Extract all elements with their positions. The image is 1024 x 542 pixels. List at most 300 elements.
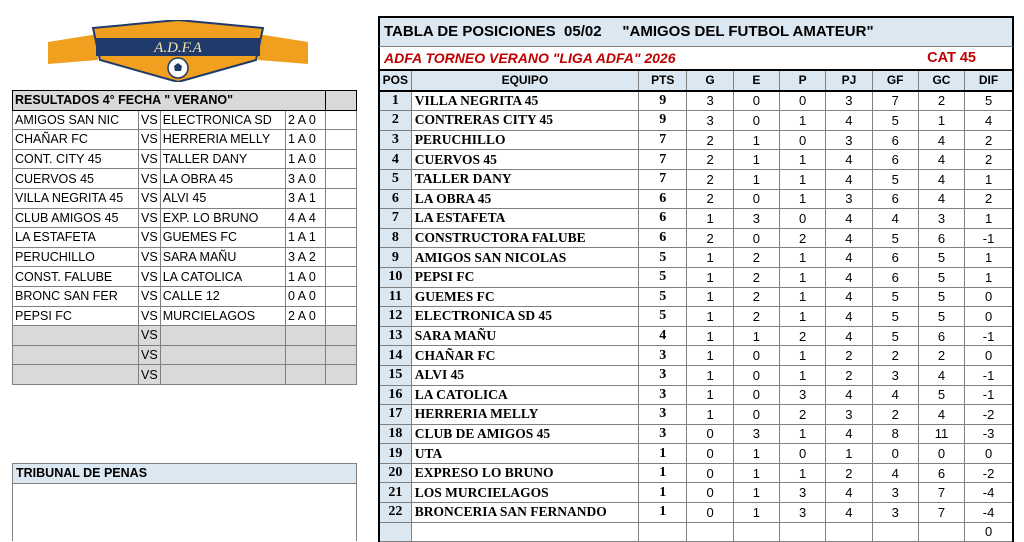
cell-played: 1 [826,444,872,464]
cell-team: PEPSI FC [411,267,638,287]
cell-goal-diff: 2 [965,150,1013,170]
cell-pos: 5 [379,169,411,189]
cell-pos: 20 [379,463,411,483]
cell-pos: 6 [379,189,411,209]
cell-goal-diff: -1 [965,365,1013,385]
match-row [13,130,357,150]
cell-pts: 3 [639,365,687,385]
standings-row [379,287,1013,307]
cell-goals-against: 4 [918,169,964,189]
cell-goals-for: 3 [872,483,918,503]
match-extra [325,228,356,248]
cell-drawn: 0 [733,228,779,248]
standings-row [379,444,1013,464]
cell-goals-against: 4 [918,130,964,150]
match-row [13,169,357,189]
cell-goal-diff: -1 [965,228,1013,248]
cell-lost: 2 [779,228,825,248]
cell-goals-against: 2 [918,91,964,111]
cell-lost: 2 [779,326,825,346]
cell-team: BRONCERIA SAN FERNANDO [411,503,638,523]
cell-won: 1 [687,287,733,307]
match-extra [325,326,356,346]
cell-won: 1 [687,346,733,366]
results-title: RESULTADOS 4° FECHA " VERANO" [13,91,326,111]
match-home [13,345,139,365]
standings-row [379,169,1013,189]
cell-goals-for: 6 [872,248,918,268]
cell-lost: 1 [779,248,825,268]
cell-goals-against: 5 [918,248,964,268]
cell-goals-against: 4 [918,150,964,170]
column-header-g: G [687,70,733,91]
cell-played: 4 [826,150,872,170]
match-row [13,306,357,326]
cell-won: 3 [687,111,733,131]
standings-row [379,405,1013,425]
cell-played: 3 [826,130,872,150]
match-score: 1 A 0 [285,149,325,169]
cell-pos: 1 [379,91,411,111]
cell-goals-for: 6 [872,150,918,170]
column-header-p: P [779,70,825,91]
cell-pos: 9 [379,248,411,268]
cell-drawn: 0 [733,365,779,385]
cell-goal-diff: -2 [965,405,1013,425]
cell-goal-diff: -4 [965,503,1013,523]
cell-goal-diff: -3 [965,424,1013,444]
cell-goals-for: 0 [872,444,918,464]
standings-row [379,267,1013,287]
cell-won [687,522,733,542]
cell-goals-against: 6 [918,463,964,483]
match-row [13,326,357,346]
match-home: LA ESTAFETA [13,228,139,248]
match-score: 3 A 1 [285,188,325,208]
cell-goals-for: 7 [872,91,918,111]
cell-pos: 22 [379,503,411,523]
cell-pts: 5 [639,248,687,268]
cell-pos: 17 [379,405,411,425]
standings-table [378,69,1014,542]
cell-goal-diff: 1 [965,267,1013,287]
match-score [285,365,325,385]
cell-goals-against: 4 [918,189,964,209]
cell-won: 0 [687,483,733,503]
cell-won: 1 [687,405,733,425]
cell-pos: 14 [379,346,411,366]
cell-goals-against: 5 [918,385,964,405]
cell-goal-diff: 0 [965,287,1013,307]
match-extra [325,365,356,385]
match-score [285,345,325,365]
match-vs: VS [139,247,161,267]
cell-goal-diff: 1 [965,209,1013,229]
cell-pos: 13 [379,326,411,346]
cell-lost: 1 [779,189,825,209]
cell-lost: 1 [779,169,825,189]
logo-left-wing [48,34,98,64]
match-away: ALVI 45 [160,188,285,208]
cell-pos: 19 [379,444,411,464]
standings-row [379,150,1013,170]
cell-goals-for: 6 [872,130,918,150]
match-away: ELECTRONICA SD [160,110,285,130]
cell-goal-diff: -2 [965,463,1013,483]
cell-pts [639,522,687,542]
cell-drawn: 1 [733,444,779,464]
cell-drawn: 3 [733,209,779,229]
cell-team: LA OBRA 45 [411,189,638,209]
cell-goals-for: 6 [872,189,918,209]
match-vs: VS [139,228,161,248]
match-row [13,149,357,169]
standings-header-row [379,70,1013,91]
cell-played: 3 [826,189,872,209]
cell-won: 2 [687,189,733,209]
cell-goal-diff: 2 [965,189,1013,209]
cell-goals-for: 5 [872,307,918,327]
cell-won: 1 [687,267,733,287]
cell-team: CHAÑAR FC [411,346,638,366]
cell-played: 4 [826,267,872,287]
match-home [13,326,139,346]
cell-drawn: 1 [733,483,779,503]
cell-goals-against [918,522,964,542]
cell-pts: 7 [639,169,687,189]
tribunal-panel [12,463,357,541]
cell-goals-against: 6 [918,228,964,248]
cell-lost: 1 [779,287,825,307]
cell-won: 0 [687,503,733,523]
cell-drawn: 0 [733,385,779,405]
match-row [13,188,357,208]
match-row [13,365,357,385]
cell-goal-diff: 0 [965,307,1013,327]
cell-lost: 0 [779,209,825,229]
cell-goals-for: 4 [872,463,918,483]
match-vs: VS [139,208,161,228]
cell-won: 0 [687,444,733,464]
cell-pts: 3 [639,405,687,425]
cell-team: ALVI 45 [411,365,638,385]
cell-goal-diff: -1 [965,385,1013,405]
cell-played: 4 [826,209,872,229]
cell-pts: 6 [639,209,687,229]
match-extra [325,247,356,267]
cell-lost: 0 [779,444,825,464]
cell-won: 3 [687,91,733,111]
cell-goals-against: 0 [918,444,964,464]
cell-pos: 18 [379,424,411,444]
cell-team: EXPRESO LO BRUNO [411,463,638,483]
cell-pts: 6 [639,189,687,209]
cell-won: 0 [687,424,733,444]
standings-row [379,483,1013,503]
cell-pos: 12 [379,307,411,327]
match-away: GUEMES FC [160,228,285,248]
cell-drawn: 0 [733,111,779,131]
match-away [160,365,285,385]
cell-goal-diff: 0 [965,444,1013,464]
cell-drawn: 2 [733,267,779,287]
cell-team: VILLA NEGRITA 45 [411,91,638,111]
cell-played: 4 [826,424,872,444]
cell-drawn: 1 [733,503,779,523]
cell-goals-for: 2 [872,346,918,366]
match-extra [325,306,356,326]
cell-won: 1 [687,248,733,268]
column-header-pj: PJ [826,70,872,91]
standings-title: TABLA DE POSICIONES 05/02 "AMIGOS DEL FUTBOL AMATEUR" [378,16,1014,47]
match-extra [325,267,356,287]
cell-goal-diff: -4 [965,483,1013,503]
cell-won: 1 [687,209,733,229]
cell-lost: 1 [779,365,825,385]
match-home: BRONC SAN FER [13,286,139,306]
cell-drawn: 0 [733,346,779,366]
cell-pos: 4 [379,150,411,170]
match-home: CLUB AMIGOS 45 [13,208,139,228]
standings-row [379,189,1013,209]
cell-won: 2 [687,130,733,150]
cell-goals-for: 4 [872,385,918,405]
cell-played: 4 [826,385,872,405]
cell-won: 0 [687,463,733,483]
standings-row [379,503,1013,523]
cell-team: CLUB DE AMIGOS 45 [411,424,638,444]
logo-text: A.D.F.A [154,40,202,56]
cell-won: 1 [687,365,733,385]
cell-pts: 3 [639,385,687,405]
cell-goals-against: 6 [918,326,964,346]
cell-won: 1 [687,307,733,327]
standings-row [379,91,1013,111]
cell-pts: 1 [639,444,687,464]
tribunal-title: TRIBUNAL DE PENAS [13,464,356,484]
cell-lost: 1 [779,346,825,366]
cell-goals-for: 8 [872,424,918,444]
cell-lost: 3 [779,503,825,523]
cell-pos [379,522,411,542]
column-header-e: E [733,70,779,91]
cell-played: 4 [826,503,872,523]
cell-goals-against: 2 [918,346,964,366]
match-vs: VS [139,326,161,346]
cell-lost: 3 [779,385,825,405]
cell-goals-against: 1 [918,111,964,131]
cell-pts: 1 [639,503,687,523]
match-score: 0 A 0 [285,286,325,306]
adfa-logo [38,20,318,82]
cell-lost: 1 [779,150,825,170]
match-away [160,326,285,346]
match-away: MURCIELAGOS [160,306,285,326]
cell-played: 4 [826,483,872,503]
match-vs: VS [139,286,161,306]
cell-lost: 0 [779,91,825,111]
match-away: CALLE 12 [160,286,285,306]
match-row [13,228,357,248]
match-vs: VS [139,130,161,150]
cell-team: HERRERIA MELLY [411,405,638,425]
cell-goals-for: 6 [872,267,918,287]
cell-pts: 3 [639,424,687,444]
cell-drawn [733,522,779,542]
cell-team: CONSTRUCTORA FALUBE [411,228,638,248]
cell-pts: 5 [639,267,687,287]
match-extra [325,345,356,365]
cell-drawn: 2 [733,248,779,268]
cell-played: 4 [826,307,872,327]
cell-goals-against: 7 [918,483,964,503]
cell-played: 4 [826,111,872,131]
match-away: TALLER DANY [160,149,285,169]
match-extra [325,130,356,150]
match-vs: VS [139,169,161,189]
match-away: EXP. LO BRUNO [160,208,285,228]
match-row [13,110,357,130]
match-extra [325,188,356,208]
match-score: 1 A 1 [285,228,325,248]
cell-drawn: 1 [733,130,779,150]
match-away [160,345,285,365]
cell-pts: 4 [639,326,687,346]
column-header-gc: GC [918,70,964,91]
standings-row [379,228,1013,248]
match-extra [325,169,356,189]
standings-row [379,463,1013,483]
cell-drawn: 1 [733,326,779,346]
cell-played: 4 [826,326,872,346]
category-label: CAT 45 [927,50,976,66]
column-header-gf: GF [872,70,918,91]
cell-pts: 5 [639,287,687,307]
match-vs: VS [139,306,161,326]
cell-lost: 1 [779,267,825,287]
match-score: 3 A 2 [285,247,325,267]
cell-won: 2 [687,150,733,170]
cell-drawn: 1 [733,150,779,170]
cell-goals-for: 3 [872,365,918,385]
cell-pts: 1 [639,483,687,503]
match-home: PERUCHILLO [13,247,139,267]
cell-pts: 3 [639,346,687,366]
cell-goal-diff: 0 [965,522,1013,542]
match-home: VILLA NEGRITA 45 [13,188,139,208]
cell-goal-diff: 0 [965,346,1013,366]
match-row [13,208,357,228]
cell-played: 4 [826,228,872,248]
match-home: PEPSI FC [13,306,139,326]
cell-drawn: 1 [733,169,779,189]
cell-team: CONTRERAS CITY 45 [411,111,638,131]
match-vs: VS [139,188,161,208]
cell-goals-for: 3 [872,503,918,523]
match-row [13,345,357,365]
cell-goals-against: 3 [918,209,964,229]
cell-goal-diff: 4 [965,111,1013,131]
cell-team: LA CATOLICA [411,385,638,405]
match-row [13,267,357,287]
cell-lost: 1 [779,307,825,327]
standings-row [379,385,1013,405]
cell-team: ELECTRONICA SD 45 [411,307,638,327]
standings-row [379,209,1013,229]
match-score: 1 A 0 [285,267,325,287]
standings-panel [378,16,1014,542]
cell-team: SARA MAÑU [411,326,638,346]
cell-pos: 7 [379,209,411,229]
match-home [13,365,139,385]
cell-lost: 1 [779,424,825,444]
cell-team: GUEMES FC [411,287,638,307]
cell-pos: 10 [379,267,411,287]
cell-goals-for: 5 [872,287,918,307]
cell-played: 3 [826,405,872,425]
match-extra [325,110,356,130]
cell-drawn: 0 [733,405,779,425]
match-score: 2 A 0 [285,306,325,326]
cell-lost: 2 [779,405,825,425]
cell-lost [779,522,825,542]
match-away: SARA MAÑU [160,247,285,267]
cell-played: 2 [826,346,872,366]
logo-right-wing [258,34,308,64]
results-header-row [13,91,357,111]
cell-goal-diff: 5 [965,91,1013,111]
cell-team: LA ESTAFETA [411,209,638,229]
cell-pts: 7 [639,150,687,170]
cell-goals-for: 2 [872,405,918,425]
cell-played: 3 [826,91,872,111]
cell-pos: 2 [379,111,411,131]
column-header-equipo: EQUIPO [411,70,638,91]
match-score: 4 A 4 [285,208,325,228]
cell-team [411,522,638,542]
match-vs: VS [139,267,161,287]
cell-goals-against: 5 [918,307,964,327]
cell-lost: 1 [779,463,825,483]
match-vs: VS [139,110,161,130]
match-row [13,247,357,267]
match-home: CONST. FALUBE [13,267,139,287]
tournament-name: ADFA TORNEO VERANO "LIGA ADFA" 2026 [384,50,676,66]
cell-team: TALLER DANY [411,169,638,189]
match-extra [325,286,356,306]
cell-goals-for: 5 [872,169,918,189]
cell-pts: 1 [639,463,687,483]
standings-row [379,130,1013,150]
match-extra [325,208,356,228]
cell-goals-for: 5 [872,228,918,248]
cell-goal-diff: 1 [965,169,1013,189]
cell-pos: 21 [379,483,411,503]
cell-lost: 3 [779,483,825,503]
cell-pos: 3 [379,130,411,150]
match-away: HERRERIA MELLY [160,130,285,150]
match-vs: VS [139,149,161,169]
standings-row [379,365,1013,385]
match-vs: VS [139,345,161,365]
cell-goals-for: 4 [872,209,918,229]
cell-team: AMIGOS SAN NICOLAS [411,248,638,268]
cell-won: 1 [687,326,733,346]
cell-goal-diff: -1 [965,326,1013,346]
cell-played: 2 [826,463,872,483]
standings-row [379,424,1013,444]
standings-row [379,307,1013,327]
